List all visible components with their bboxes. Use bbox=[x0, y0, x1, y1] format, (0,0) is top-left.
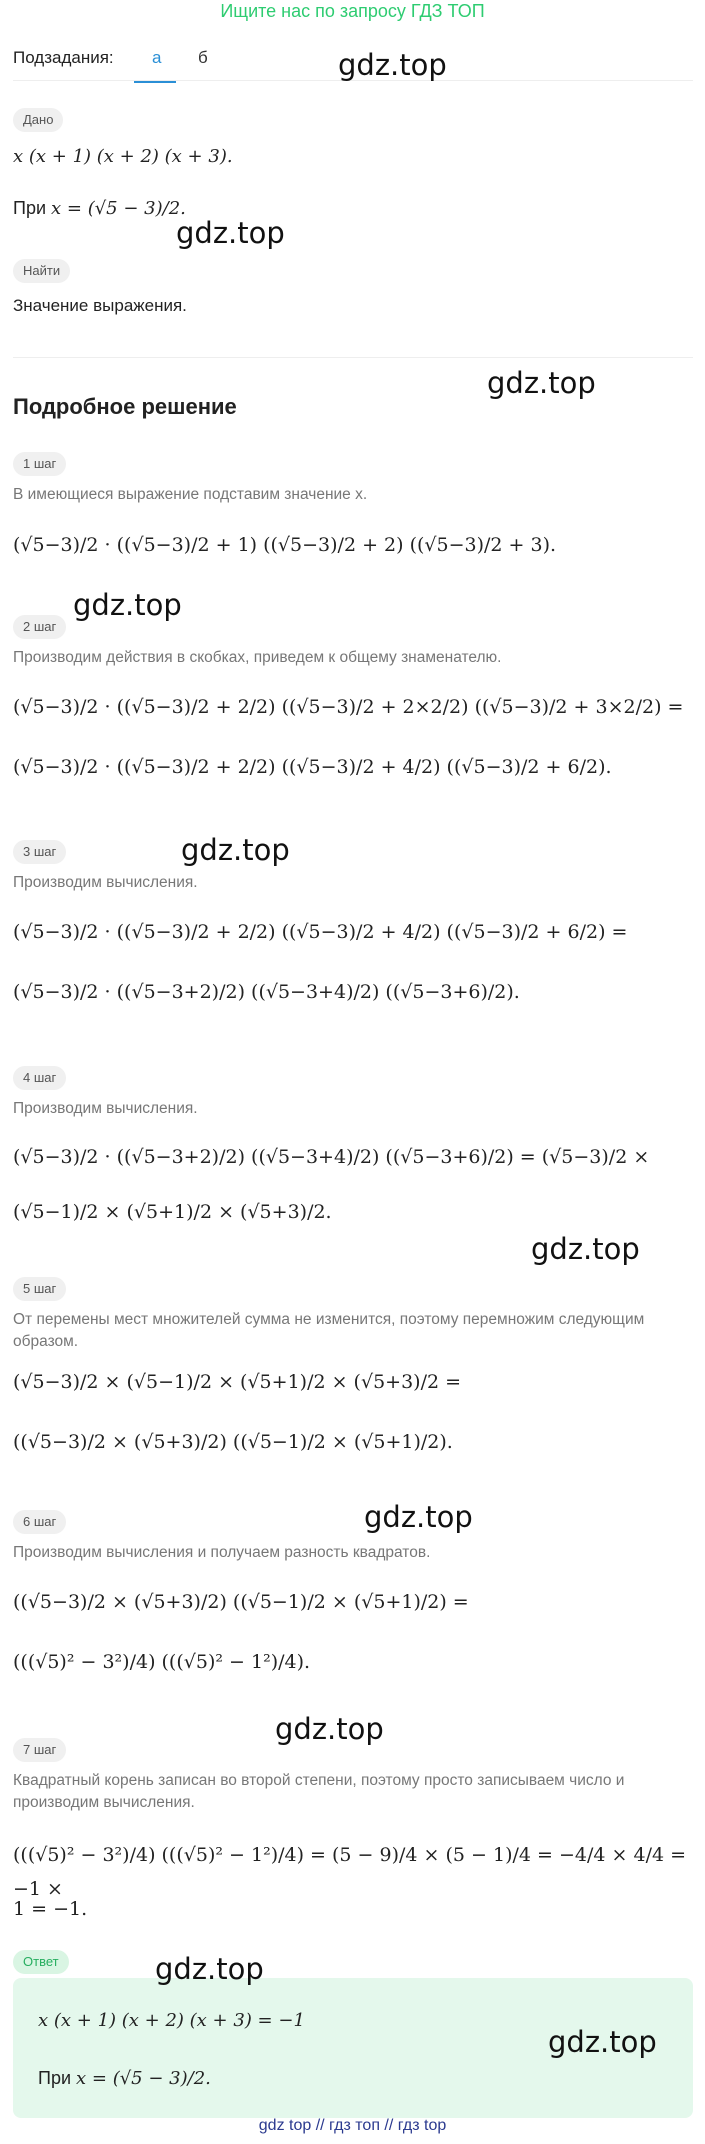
section-divider bbox=[13, 357, 693, 358]
watermark: gdz.top bbox=[73, 588, 182, 622]
condition-prefix: При bbox=[13, 198, 52, 218]
condition-formula: x = (√5 − 3)/2. bbox=[51, 198, 186, 219]
step-2-pill: 2 шаг bbox=[13, 615, 66, 639]
given-expression: x (x + 1) (x + 2) (x + 3). bbox=[13, 146, 233, 167]
footer-links: gdz top // гдз топ // гдз top bbox=[258, 2117, 447, 2134]
step-1-math: (√5−3)/2 · ((√5−3)/2 + 1) ((√5−3)/2 + 2) ((√5−3)/2 + 3). bbox=[13, 534, 557, 556]
step-2-math-2: (√5−3)/2 · ((√5−3)/2 + 2/2) ((√5−3)/2 + 4/2) ((√5−3)/2 + 6/2). bbox=[13, 756, 612, 778]
given-pill: Дано bbox=[13, 108, 63, 132]
step-5-pill: 5 шаг bbox=[13, 1277, 66, 1301]
watermark: gdz.top bbox=[338, 48, 447, 82]
step-7-pill: 7 шаг bbox=[13, 1738, 66, 1762]
step-6-text: Производим вычисления и получаем разность квадратов. bbox=[13, 1544, 431, 1561]
step-5-text: От перемены мест множителей сумма не изменится, поэтому перемножим следующим образом. bbox=[13, 1311, 645, 1350]
step-7-math-2: 1 = −1. bbox=[13, 1898, 88, 1920]
given-condition bbox=[13, 198, 186, 219]
watermark: gdz.top bbox=[176, 216, 285, 250]
watermark: gdz.top bbox=[548, 2025, 657, 2059]
watermark: gdz.top bbox=[531, 1232, 640, 1266]
watermark: gdz.top bbox=[181, 833, 290, 867]
tab-a[interactable]: а bbox=[152, 48, 162, 67]
step-4-math-1: (√5−3)/2 · ((√5−3+2)/2) ((√5−3+4)/2) ((√5−3+6)/2) = (√5−3)/2 × bbox=[13, 1146, 650, 1168]
top-banner: Ищите нас по запросу ГДЗ ТОП bbox=[220, 1, 485, 21]
step-4-pill: 4 шаг bbox=[13, 1066, 66, 1090]
step-3-math-1: (√5−3)/2 · ((√5−3)/2 + 2/2) ((√5−3)/2 + 4/2) ((√5−3)/2 + 6/2) = bbox=[13, 921, 628, 943]
step-6-math-2: (((√5)² − 3²)/4) (((√5)² − 1²)/4). bbox=[13, 1651, 311, 1673]
step-7-text: Квадратный корень записан во второй степени, поэтому просто записываем число и производим вычисления. bbox=[13, 1772, 625, 1811]
subtasks-label: Подзадания: bbox=[13, 48, 114, 67]
answer-prefix: При bbox=[38, 2068, 77, 2088]
solution-title: Подробное решение bbox=[13, 394, 237, 419]
answer-line-2 bbox=[38, 2068, 211, 2089]
step-6-math-1: ((√5−3)/2 × (√5+3)/2) ((√5−1)/2 × (√5+1)/2) = bbox=[13, 1591, 469, 1613]
step-3-pill: 3 шаг bbox=[13, 840, 66, 864]
answer-formula: x = (√5 − 3)/2. bbox=[76, 2068, 211, 2089]
find-pill: Найти bbox=[13, 259, 70, 283]
step-2-math-1: (√5−3)/2 · ((√5−3)/2 + 2/2) ((√5−3)/2 + 2×2/2) ((√5−3)/2 + 3×2/2) = bbox=[13, 696, 684, 718]
watermark: gdz.top bbox=[155, 1952, 264, 1986]
step-5-math-1: (√5−3)/2 × (√5−1)/2 × (√5+1)/2 × (√5+3)/2 = bbox=[13, 1371, 462, 1393]
step-1-text: В имеющиеся выражение подставим значение x. bbox=[13, 486, 368, 503]
answer-line-1: x (x + 1) (x + 2) (x + 3) = −1 bbox=[38, 2010, 305, 2031]
watermark: gdz.top bbox=[364, 1500, 473, 1534]
step-5-math-2: ((√5−3)/2 × (√5+3)/2) ((√5−1)/2 × (√5+1)/2). bbox=[13, 1431, 453, 1453]
step-4-text: Производим вычисления. bbox=[13, 1100, 198, 1117]
step-7-math-1: (((√5)² − 3²)/4) (((√5)² − 1²)/4) = (5 − 9)/4 × (5 − 1)/4 = −4/4 × 4/4 = −1 × bbox=[13, 1844, 687, 1900]
step-3-text: Производим вычисления. bbox=[13, 874, 198, 891]
answer-pill: Ответ bbox=[13, 1950, 69, 1974]
watermark: gdz.top bbox=[275, 1712, 384, 1746]
step-6-pill: 6 шаг bbox=[13, 1510, 66, 1534]
find-text: Значение выражения. bbox=[13, 296, 187, 315]
tab-b[interactable]: б bbox=[198, 48, 208, 67]
step-1-pill: 1 шаг bbox=[13, 452, 66, 476]
step-2-text: Производим действия в скобках, приведем к общему знаменателю. bbox=[13, 649, 502, 666]
watermark: gdz.top bbox=[487, 366, 596, 400]
step-4-math-2: (√5−1)/2 × (√5+1)/2 × (√5+3)/2. bbox=[13, 1201, 332, 1223]
step-3-math-2: (√5−3)/2 · ((√5−3+2)/2) ((√5−3+4)/2) ((√5−3+6)/2). bbox=[13, 981, 520, 1003]
